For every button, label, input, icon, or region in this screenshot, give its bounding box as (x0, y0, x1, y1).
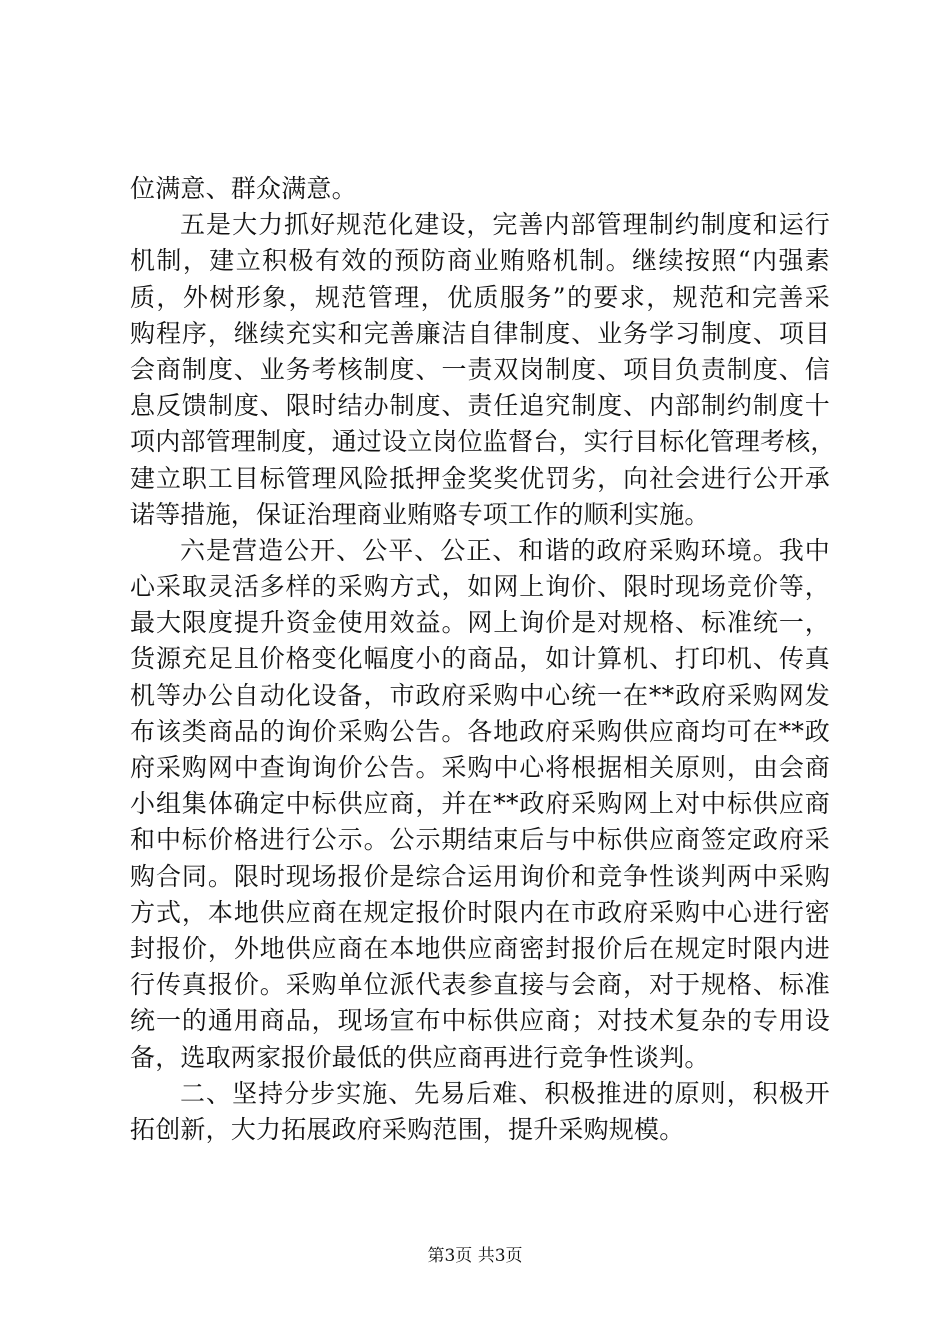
text-line: 位满意、群众满意。 (130, 174, 357, 203)
text-line: 布该类商品的询价采购公告。各地政府采购供应商均可在**政 (130, 716, 830, 746)
text-line: 小组集体确定中标供应商，并在**政府采购网上对中标供应商 (130, 789, 830, 819)
text-line: 府采购网中查询询价公告。采购中心将根据相关原则，由会商 (130, 753, 830, 782)
text-line: 购程序，继续充实和完善廉洁自律制度、业务学习制度、项目 (130, 318, 830, 348)
text-line: 最大限度提升资金使用效益。网上询价是对规格、标准统一， (130, 608, 830, 638)
text-line: 建立职工目标管理风险抵押金奖奖优罚劣，向社会进行公开承 (130, 463, 830, 493)
text-line: 五是大力抓好规范化建设，完善内部管理制约制度和运行 (180, 210, 830, 240)
text-line: 心采取灵活多样的采购方式，如网上询价、限时现场竞价等， (130, 572, 830, 602)
text-line: 购合同。限时现场报价是综合运用询价和竞争性谈判两中采购 (130, 861, 830, 891)
text-line: 机制，建立积极有效的预防商业贿赂机制。继续按照“内强素 (130, 246, 830, 276)
page-footer: 第3页 共3页 (427, 1246, 523, 1266)
text-line: 质，外树形象，规范管理，优质服务”的要求，规范和完善采 (130, 282, 830, 312)
text-line: 货源充足且价格变化幅度小的商品，如计算机、打印机、传真 (130, 644, 830, 674)
text-line: 诺等措施，保证治理商业贿赂专项工作的顺利实施。 (130, 499, 710, 529)
text-line: 项内部管理制度，通过设立岗位监督台，实行目标化管理考核， (130, 427, 836, 457)
text-line: 和中标价格进行公示。公示期结束后与中标供应商签定政府采 (130, 825, 830, 855)
text-line: 统一的通用商品，现场宣布中标供应商；对技术复杂的专用设 (130, 1006, 830, 1036)
text-line: 封报价，外地供应商在本地供应商密封报价后在规定时限内进 (130, 933, 830, 963)
document-body (130, 171, 836, 1148)
text-line: 二、坚持分步实施、先易后难、积极推进的原则，积极开 (180, 1078, 830, 1108)
text-line: 机等办公自动化设备，市政府采购中心统一在**政府采购网发 (130, 680, 830, 710)
text-line: 方式，本地供应商在规定报价时限内在市政府采购中心进行密 (130, 897, 830, 927)
text-line: 拓创新，大力拓展政府采购范围，提升采购规模。 (130, 1114, 685, 1144)
text-line: 六是营造公开、公平、公正、和谐的政府采购环境。我中 (180, 535, 830, 565)
text-line: 息反馈制度、限时结办制度、责任追究制度、内部制约制度十 (130, 391, 830, 421)
text-line: 备，选取两家报价最低的供应商再进行竞争性谈判。 (130, 1042, 710, 1072)
text-line: 行传真报价。采购单位派代表参直接与会商，对于规格、标准 (130, 970, 830, 1000)
text-line: 会商制度、业务考核制度、一责双岗制度、项目负责制度、信 (130, 354, 830, 384)
